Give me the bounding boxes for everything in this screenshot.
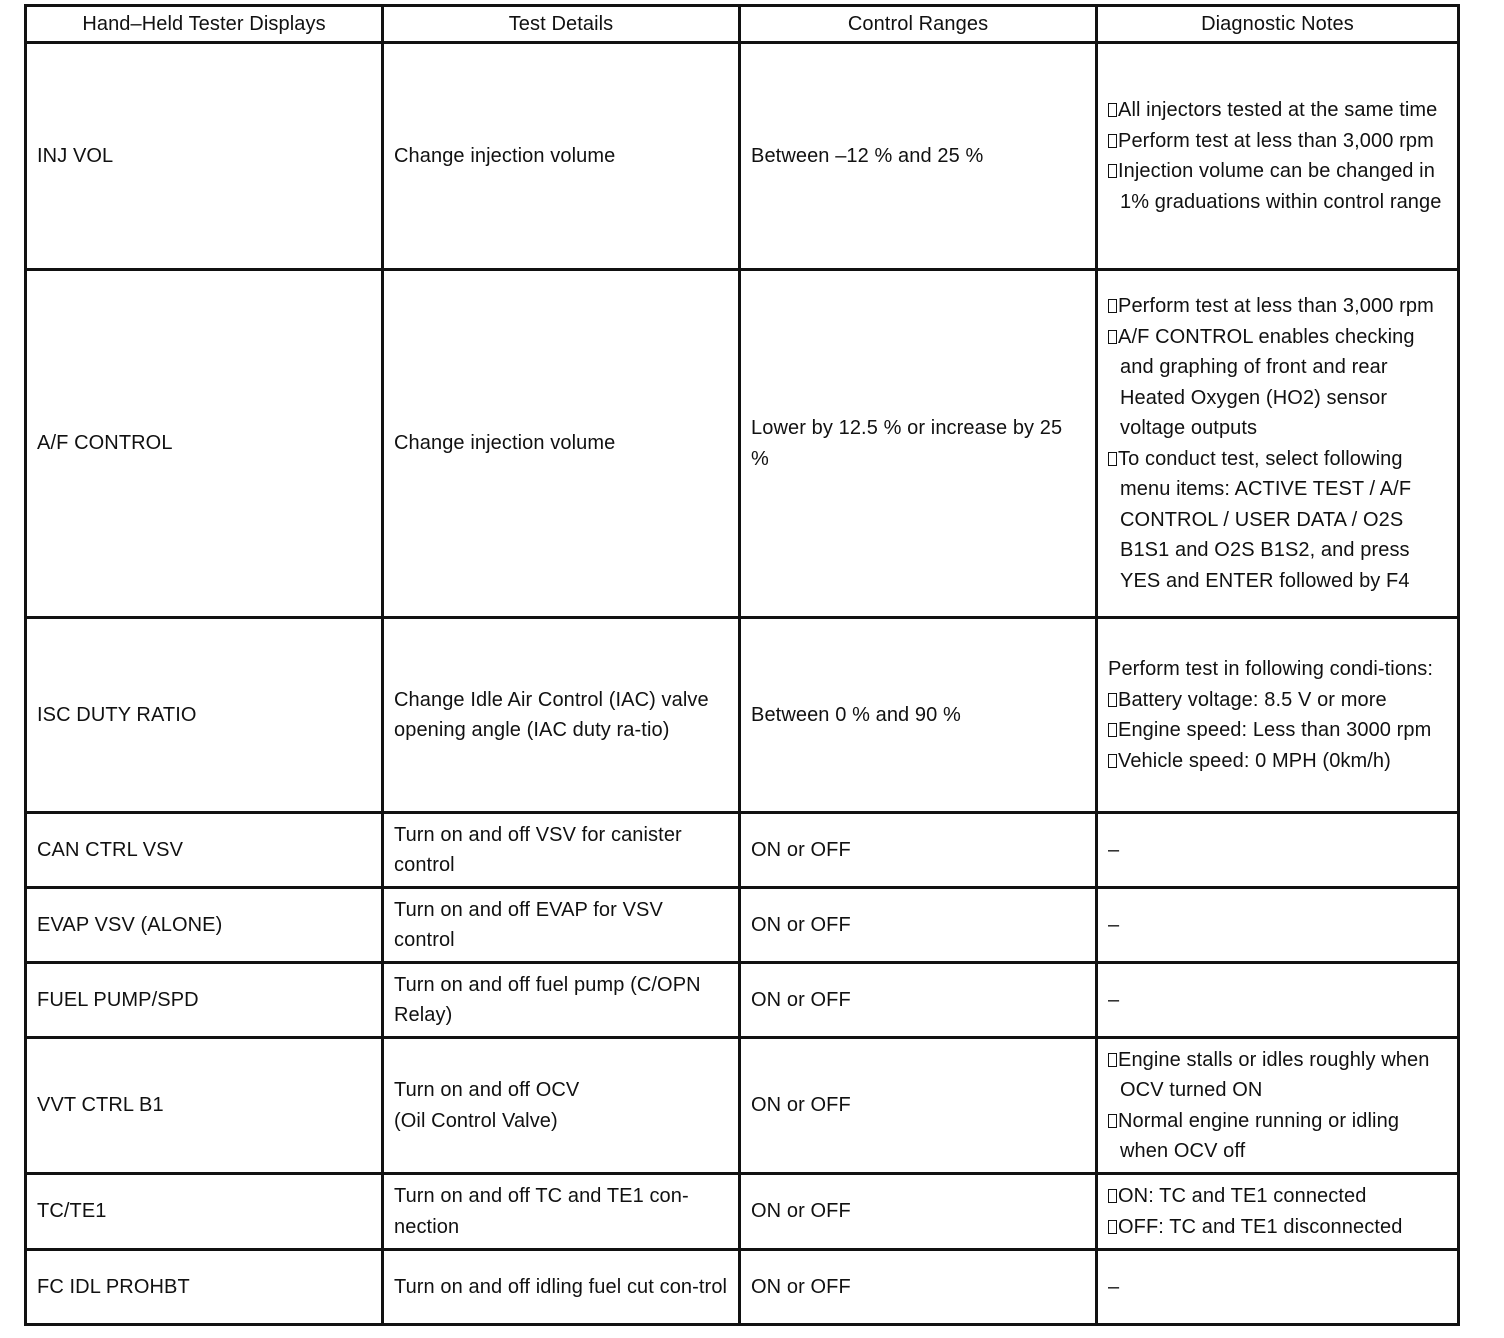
cell-range: Lower by 12.5 % or increase by 25 % bbox=[740, 270, 1097, 618]
cell-notes bbox=[1097, 1038, 1459, 1174]
cell-display: TC/TE1 bbox=[26, 1174, 383, 1250]
note-item: A/F CONTROL enables checking and graphing of front and rear Heated Oxygen (HO2) sensor voltage outputs bbox=[1108, 322, 1447, 444]
cell-range: ON or OFF bbox=[740, 963, 1097, 1038]
checkbox-icon bbox=[1108, 330, 1117, 344]
table-row bbox=[26, 1250, 1459, 1325]
checkbox-icon bbox=[1108, 754, 1117, 768]
cell-display: EVAP VSV (ALONE) bbox=[26, 888, 383, 963]
cell-notes bbox=[1097, 43, 1459, 270]
checkbox-icon bbox=[1108, 103, 1117, 117]
header-diagnostic-notes: Diagnostic Notes bbox=[1097, 6, 1459, 43]
header-row bbox=[26, 6, 1459, 43]
cell-range: ON or OFF bbox=[740, 888, 1097, 963]
cell-range: ON or OFF bbox=[740, 1174, 1097, 1250]
checkbox-icon bbox=[1108, 134, 1117, 148]
table-row bbox=[26, 1038, 1459, 1174]
cell-notes bbox=[1097, 618, 1459, 813]
cell-details: Turn on and off TC and TE1 con-nection bbox=[383, 1174, 740, 1250]
checkbox-icon bbox=[1108, 693, 1117, 707]
checkbox-icon bbox=[1108, 164, 1117, 178]
table-row bbox=[26, 888, 1459, 963]
note-item: Normal engine running or idling when OCV off bbox=[1108, 1106, 1447, 1167]
cell-details: Change Idle Air Control (IAC) valve opening angle (IAC duty ra-tio) bbox=[383, 618, 740, 813]
cell-range: Between 0 % and 90 % bbox=[740, 618, 1097, 813]
checkbox-icon bbox=[1108, 452, 1117, 466]
note-item: Vehicle speed: 0 MPH (0km/h) bbox=[1108, 746, 1447, 777]
table-row bbox=[26, 1174, 1459, 1250]
cell-notes: – bbox=[1097, 1250, 1459, 1325]
cell-notes bbox=[1097, 1174, 1459, 1250]
cell-display: FUEL PUMP/SPD bbox=[26, 963, 383, 1038]
table-row bbox=[26, 270, 1459, 618]
note-item: Battery voltage: 8.5 V or more bbox=[1108, 685, 1447, 716]
table-row bbox=[26, 43, 1459, 270]
note-item: OFF: TC and TE1 disconnected bbox=[1108, 1212, 1447, 1243]
cell-details bbox=[383, 1038, 740, 1174]
note-item: Perform test at less than 3,000 rpm bbox=[1108, 126, 1447, 157]
cell-notes: – bbox=[1097, 813, 1459, 888]
note-item: Engine speed: Less than 3000 rpm bbox=[1108, 715, 1447, 746]
details-line: Turn on and off OCV bbox=[394, 1079, 580, 1101]
cell-range: Between –12 % and 25 % bbox=[740, 43, 1097, 270]
note-item: All injectors tested at the same time bbox=[1108, 95, 1447, 126]
details-line: (Oil Control Valve) bbox=[394, 1109, 558, 1132]
cell-notes bbox=[1097, 270, 1459, 618]
note-item: Perform test at less than 3,000 rpm bbox=[1108, 291, 1447, 322]
cell-range: ON or OFF bbox=[740, 1250, 1097, 1325]
note-item: Injection volume can be changed in 1% graduations within control range bbox=[1108, 156, 1447, 217]
checkbox-icon bbox=[1108, 1220, 1117, 1234]
cell-display: FC IDL PROHBT bbox=[26, 1250, 383, 1325]
cell-display: ISC DUTY RATIO bbox=[26, 618, 383, 813]
cell-details: Turn on and off VSV for canister control bbox=[383, 813, 740, 888]
cell-display: CAN CTRL VSV bbox=[26, 813, 383, 888]
cell-details: Change injection volume bbox=[383, 270, 740, 618]
checkbox-icon bbox=[1108, 1189, 1117, 1203]
header-control-ranges: Control Ranges bbox=[740, 6, 1097, 43]
cell-notes: – bbox=[1097, 888, 1459, 963]
cell-details: Turn on and off fuel pump (C/OPN Relay) bbox=[383, 963, 740, 1038]
table-row bbox=[26, 813, 1459, 888]
table-row bbox=[26, 963, 1459, 1038]
note-item: To conduct test, select following menu items: ACTIVE TEST / A/F CONTROL / USER DATA / O2S B1S1 and O2S B1S2, and press YES and ENTER followed by F4 bbox=[1108, 444, 1447, 597]
cell-range: ON or OFF bbox=[740, 813, 1097, 888]
checkbox-icon bbox=[1108, 1114, 1117, 1128]
cell-display: INJ VOL bbox=[26, 43, 383, 270]
note-item: ON: TC and TE1 connected bbox=[1108, 1181, 1447, 1212]
active-test-table bbox=[24, 4, 1460, 1326]
note-item: Engine stalls or idles roughly when OCV turned ON bbox=[1108, 1045, 1447, 1106]
note-intro: Perform test in following condi-tions: bbox=[1108, 658, 1434, 680]
table-row bbox=[26, 618, 1459, 813]
cell-details: Turn on and off idling fuel cut con-trol bbox=[383, 1250, 740, 1325]
checkbox-icon bbox=[1108, 723, 1117, 737]
cell-details: Change injection volume bbox=[383, 43, 740, 270]
cell-range: ON or OFF bbox=[740, 1038, 1097, 1174]
cell-display: A/F CONTROL bbox=[26, 270, 383, 618]
header-test-details: Test Details bbox=[383, 6, 740, 43]
cell-notes: – bbox=[1097, 963, 1459, 1038]
cell-display: VVT CTRL B1 bbox=[26, 1038, 383, 1174]
cell-details: Turn on and off EVAP for VSV control bbox=[383, 888, 740, 963]
header-tester-displays: Hand–Held Tester Displays bbox=[26, 6, 383, 43]
checkbox-icon bbox=[1108, 1053, 1117, 1067]
checkbox-icon bbox=[1108, 299, 1117, 313]
